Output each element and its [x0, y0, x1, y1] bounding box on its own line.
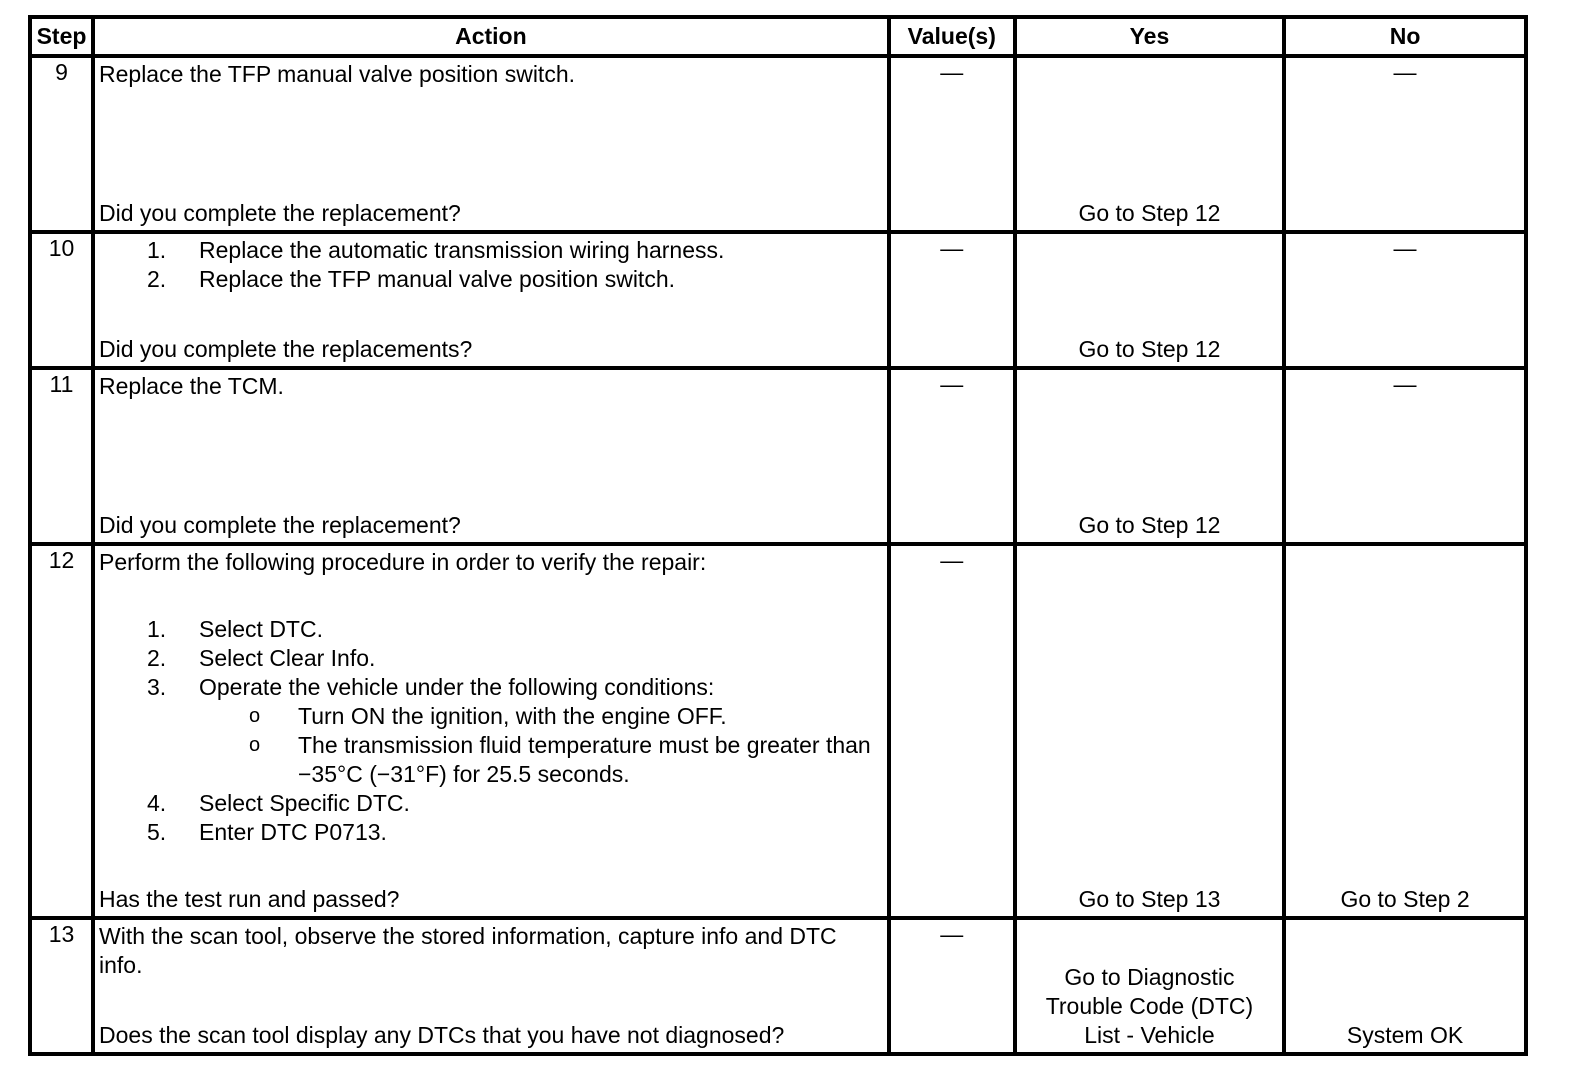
no-link[interactable]: Go to Step 2 — [1340, 886, 1470, 912]
yes-cell — [1015, 56, 1284, 232]
header-yes: Yes — [1015, 17, 1284, 56]
yes-link[interactable]: Go to Step 13 — [1078, 886, 1221, 912]
list-number: 2. — [147, 266, 167, 292]
sub-list — [199, 702, 883, 789]
list-number: 1. — [147, 237, 167, 263]
list-item — [99, 615, 883, 644]
value-cell: — — [889, 918, 1015, 1054]
value-cell: — — [889, 232, 1015, 368]
step-number: 12 — [30, 544, 93, 918]
sub-list-text: The transmission fluid temperature must be greater than −35°C (−31°F) for 25.5 seconds. — [298, 732, 871, 787]
step-number: 11 — [30, 368, 93, 544]
action-question: Does the scan tool display any DTCs that you have not diagnosed? — [99, 1022, 785, 1048]
list-text: Select DTC. — [199, 616, 323, 642]
no-cell: — — [1284, 368, 1526, 544]
action-cell — [93, 232, 889, 368]
list-text: Select Specific DTC. — [199, 790, 410, 816]
yes-cell — [1015, 918, 1284, 1054]
sub-list-item — [199, 702, 883, 731]
sub-list-text: Turn ON the ignition, with the engine OFF. — [298, 703, 727, 729]
table-row-step-9 — [30, 56, 1526, 232]
header-action: Action — [93, 17, 889, 56]
value-cell: — — [889, 544, 1015, 918]
step-number: 10 — [30, 232, 93, 368]
action-question: Did you complete the replacement? — [99, 200, 461, 226]
no-cell: — — [1284, 56, 1526, 232]
table-row-step-10 — [30, 232, 1526, 368]
list-item — [99, 673, 883, 789]
yes-cell — [1015, 368, 1284, 544]
step-number: 9 — [30, 56, 93, 232]
list-item — [99, 789, 883, 818]
action-question: Did you complete the replacements? — [99, 336, 473, 362]
no-result: System OK — [1346, 1022, 1464, 1048]
action-cell — [93, 368, 889, 544]
sub-list-item — [199, 731, 883, 789]
header-step: Step — [30, 17, 93, 56]
yes-link[interactable]: Go to Diagnostic Trouble Code (DTC) List - Vehicle — [1045, 964, 1254, 1048]
list-item — [99, 818, 883, 847]
circle-bullet-icon: o — [249, 734, 261, 756]
action-cell — [93, 918, 889, 1054]
step-number: 13 — [30, 918, 93, 1054]
no-cell — [1284, 918, 1526, 1054]
yes-link[interactable]: Go to Step 12 — [1078, 512, 1221, 538]
action-steps-list — [99, 615, 883, 847]
list-item — [99, 236, 883, 265]
action-cell — [93, 56, 889, 232]
value-cell: — — [889, 368, 1015, 544]
list-item — [99, 265, 883, 294]
no-cell — [1284, 544, 1526, 918]
header-row — [30, 17, 1526, 56]
list-text: Replace the automatic transmission wiring harness. — [199, 237, 725, 263]
table-row-step-13 — [30, 918, 1526, 1054]
action-cell — [93, 544, 889, 918]
action-question: Did you complete the replacement? — [99, 512, 461, 538]
circle-bullet-icon: o — [249, 705, 261, 727]
action-intro: Perform the following procedure in order to verify the repair: — [99, 549, 707, 575]
list-text: Replace the TFP manual valve position switch. — [199, 266, 676, 292]
action-intro: Replace the TFP manual valve position switch. — [99, 61, 576, 87]
action-intro: Replace the TCM. — [99, 373, 284, 399]
yes-link[interactable]: Go to Step 12 — [1078, 336, 1221, 362]
header-values: Value(s) — [889, 17, 1015, 56]
yes-cell — [1015, 544, 1284, 918]
no-cell: — — [1284, 232, 1526, 368]
yes-link[interactable]: Go to Step 12 — [1078, 200, 1221, 226]
list-number: 3. — [147, 674, 167, 700]
list-text: Select Clear Info. — [199, 645, 376, 671]
diagnostic-table — [28, 15, 1528, 1056]
list-number: 5. — [147, 819, 167, 845]
value-cell: — — [889, 56, 1015, 232]
table-row-step-12 — [30, 544, 1526, 918]
action-question: Has the test run and passed? — [99, 886, 400, 912]
list-number: 2. — [147, 645, 167, 671]
list-text: Operate the vehicle under the following conditions: — [199, 674, 715, 700]
list-item — [99, 644, 883, 673]
list-number: 4. — [147, 790, 167, 816]
list-number: 1. — [147, 616, 167, 642]
yes-cell — [1015, 232, 1284, 368]
action-intro: With the scan tool, observe the stored information, capture info and DTC info. — [99, 923, 837, 978]
table-row-step-11 — [30, 368, 1526, 544]
action-steps-list — [99, 236, 883, 294]
header-no: No — [1284, 17, 1526, 56]
list-text: Enter DTC P0713. — [199, 819, 387, 845]
